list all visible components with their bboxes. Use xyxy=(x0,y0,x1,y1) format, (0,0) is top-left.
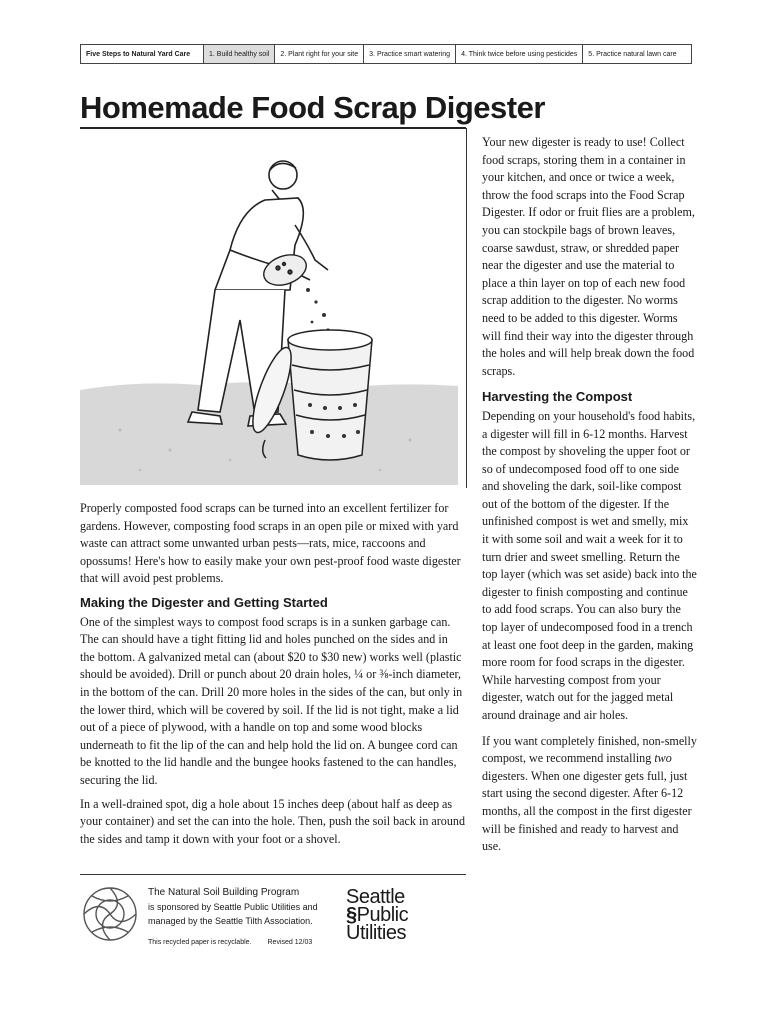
step-3-tab[interactable]: 3. Practice smart watering xyxy=(363,45,455,63)
spu-s-icon: § xyxy=(346,904,357,926)
step-1-tab[interactable]: 1. Build healthy soil xyxy=(203,45,274,63)
sponsor-block xyxy=(148,886,328,950)
seattle-public-utilities-logo: Seattle §Public Utilities xyxy=(346,886,409,944)
page-title: Homemade Food Scrap Digester xyxy=(80,90,545,125)
step-2-tab[interactable]: 2. Plant right for your site xyxy=(274,45,363,63)
step-5-tab[interactable]: 5. Practice natural lawn care xyxy=(582,45,681,63)
step-4-tab[interactable]: 4. Think twice before using pesticides xyxy=(455,45,582,63)
column-divider xyxy=(466,128,467,488)
revised-date: Revised 12/03 xyxy=(267,939,313,946)
ready-paragraph: Your new digester is ready to use! Collect food scraps, storing them in a container in your kitchen, and once or twice a week, throw the food scraps into the Food Scrap Digester. If odor or fruit flies are a problem, you can stockpile bags of brown leaves, coarse sawdust, straw, or shredded paper near the digester and use the material to place a thin layer on top of each new food scrap addition to the digester. No worms need to be added to this digester. Worms will find their way into the digester through the holes and will help break down the food scraps. xyxy=(482,135,695,378)
recycled-note: This recycled paper is recyclable. xyxy=(148,939,252,946)
series-nav-bar xyxy=(80,44,692,64)
footer-divider xyxy=(80,874,466,875)
left-column xyxy=(80,500,465,854)
two-digesters-paragraph: If you want completely finished, non-smelly compost, we recommend installing two digesters. When one digester gets full, just start using the second digester. After 6-12 months, all the compost in the first digester will be finished and ready to harvest and use. xyxy=(482,733,697,854)
sponsor-line-1: is sponsored by Seattle Public Utilities and xyxy=(148,902,318,912)
title-underline xyxy=(80,127,466,129)
series-title: Five Steps to Natural Yard Care xyxy=(86,50,191,58)
intro-paragraph: Properly composted food scraps can be turned into an excellent fertilizer for gardens. However, composting food scraps in an open pile or mixed with yard waste can attract some unwanted urban pests—rats, mice, raccoons and opossums! Here's how to easily make your own pest-proof food waste digester that will avoid pest problems. xyxy=(80,501,461,586)
section-heading-harvesting: Harvesting the Compost xyxy=(482,389,633,405)
program-name: The Natural Soil Building Program xyxy=(148,887,300,898)
sponsor-line-2: managed by the Seattle Tilth Association. xyxy=(148,916,313,926)
making-paragraph-1: One of the simplest ways to compost food scraps is in a sunken garbage can. The can should have a tight fitting lid and holes punched on the sides and in the bottom. A galvanized metal can (about $20 to $30 new) works well (plastic should be avoided). Drill or punch about 20 drain holes, ¼ or ⅜-inch diameter, in the bottom of the can. Drill 20 more holes in the sides of the can, but only in the lower third, which will be covered by soil. If the lid is not tight, make a lid out of a piece of plywood, with a handle on top and some wood blocks underneath to fit the lip of the can and help hold the lid on. A bungee cord can be knotted to the lid handle and the bungee hooks fastened to the can handles, securing the lid. xyxy=(80,614,463,787)
harvesting-paragraph: Depending on your household's food habits, a digester will fill in 6-12 months. Harvest the compost by shoveling the upper foot or so of undecomposed food off to one side and shoveling the dark, soil-like compost out of the bottom of the digester. If the unfinished compost is wet and smelly, mix it with some soil and wait a week for it to turn drier and sweet smelling. Return the top layer (which was set aside) back into the digester to finish composting and continue to add food scraps. You can also bury the top layer of undecomposed food in a trench at least one foot deep in the garden, making more room for food scraps in the digester. While harvesting compost from your digester, watch out for the jagged metal around drainage and air holes. xyxy=(482,408,697,722)
natural-soil-logo xyxy=(80,884,140,944)
illustration-man-emptying-scraps xyxy=(80,140,458,485)
section-heading-making: Making the Digester and Getting Started xyxy=(80,594,328,610)
making-paragraph-2: In a well-drained spot, dig a hole about 15 inches deep (about half as deep as your container) and set the can into the hole. Then, push the soil back in around the sides and tamp it down with your foot or a shovel. xyxy=(80,796,465,846)
right-column xyxy=(482,134,697,864)
